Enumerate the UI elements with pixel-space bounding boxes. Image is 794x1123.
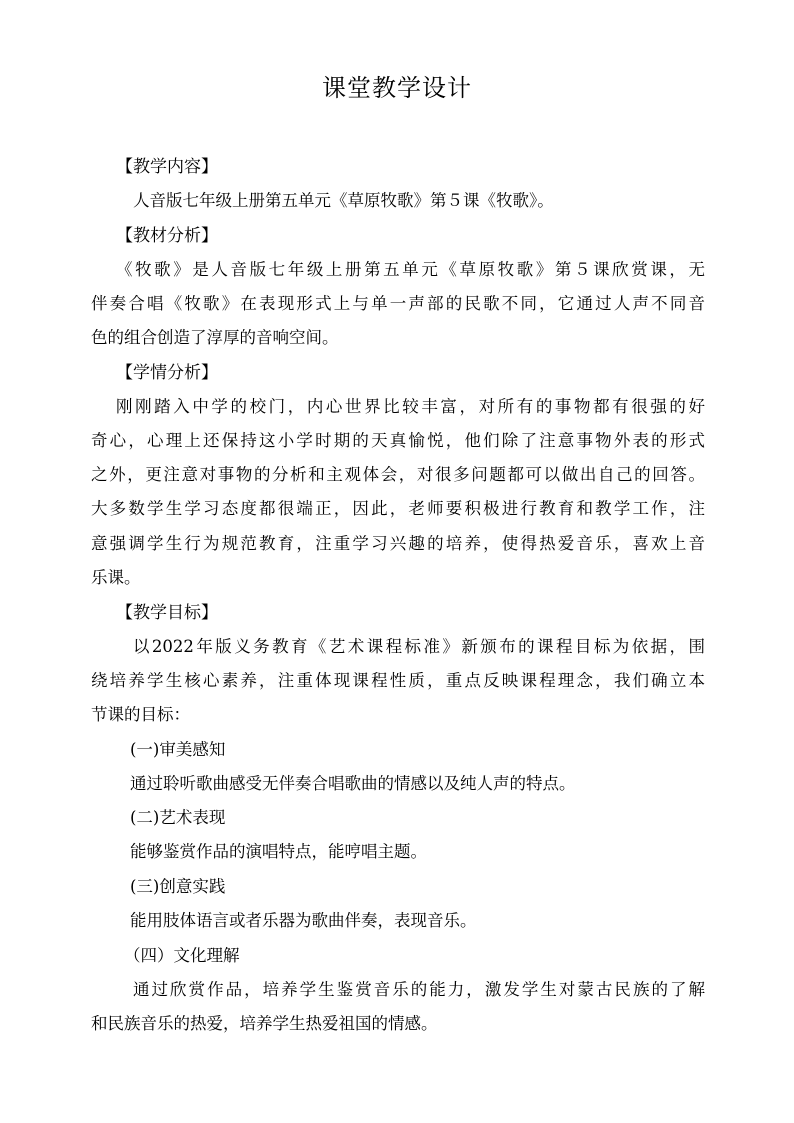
goal-item-text: 和民族音乐的热爱，培养学生热爱祖国的情感。: [91, 1014, 438, 1033]
page-title: 课堂教学设计: [322, 74, 472, 102]
section-heading-goals: 【教学目标】: [116, 603, 218, 623]
students-line: 大多数学生学习态度都很端正，因此，老师要积极进行教育和教学工作，注: [91, 499, 705, 518]
goals-intro-line: 以2022年版义务教育《艺术课程标准》新颁布的课程目标为依据，围: [133, 637, 705, 656]
goal-item-label: (一)审美感知: [130, 740, 226, 759]
goals-intro-line: 绕培养学生核心素养，注重体现课程性质，重点反映课程理念，我们确立本: [91, 671, 705, 690]
content-line: 人音版七年级上册第五单元《草原牧歌》第５课《牧歌》。: [133, 191, 554, 210]
goals-intro-line: 节课的目标：: [91, 705, 190, 724]
students-line: 之外，更注意对事物的分析和主观体会，对很多问题都可以做出自己的回答。: [91, 465, 705, 484]
goal-item-text: 通过欣赏作品，培养学生鉴赏音乐的能力，激发学生对蒙古民族的了解: [133, 980, 705, 999]
goal-item-label: (三)创意实践: [130, 877, 226, 896]
goal-item-label: （四）文化理解: [124, 946, 240, 965]
goal-item-text: 能够鉴赏作品的演唱特点，能哼唱主题。: [130, 842, 427, 861]
students-line: 乐课。: [91, 568, 141, 587]
students-line: 意强调学生行为规范教育，注重学习兴趣的培养，使得热爱音乐，喜欢上音: [91, 534, 705, 553]
goal-item-label: (二)艺术表现: [130, 808, 226, 827]
material-line: 《牧歌》是人音版七年级上册第五单元《草原牧歌》第５课欣赏课，无: [116, 260, 705, 279]
goal-item-text: 通过聆听歌曲感受无伴奏合唱歌曲的情感以及纯人声的特点。: [130, 774, 576, 793]
students-line: 刚刚踏入中学的校门，内心世界比较丰富，对所有的事物都有很强的好: [116, 397, 705, 416]
section-heading-material: 【教材分析】: [116, 226, 218, 246]
students-line: 奇心，心理上还保持这小学时期的天真愉悦，他们除了注意事物外表的形式: [91, 431, 705, 450]
material-line: 伴奏合唱《牧歌》在表现形式上与单一声部的民歌不同，它通过人声不同音: [91, 294, 705, 313]
section-heading-content: 【教学内容】: [116, 157, 218, 177]
material-line: 色的组合创造了淳厚的音响空间。: [91, 328, 339, 347]
goal-item-text: 能用肢体语言或者乐器为歌曲伴奏，表现音乐。: [130, 911, 477, 930]
section-heading-students: 【学情分析】: [116, 363, 218, 383]
